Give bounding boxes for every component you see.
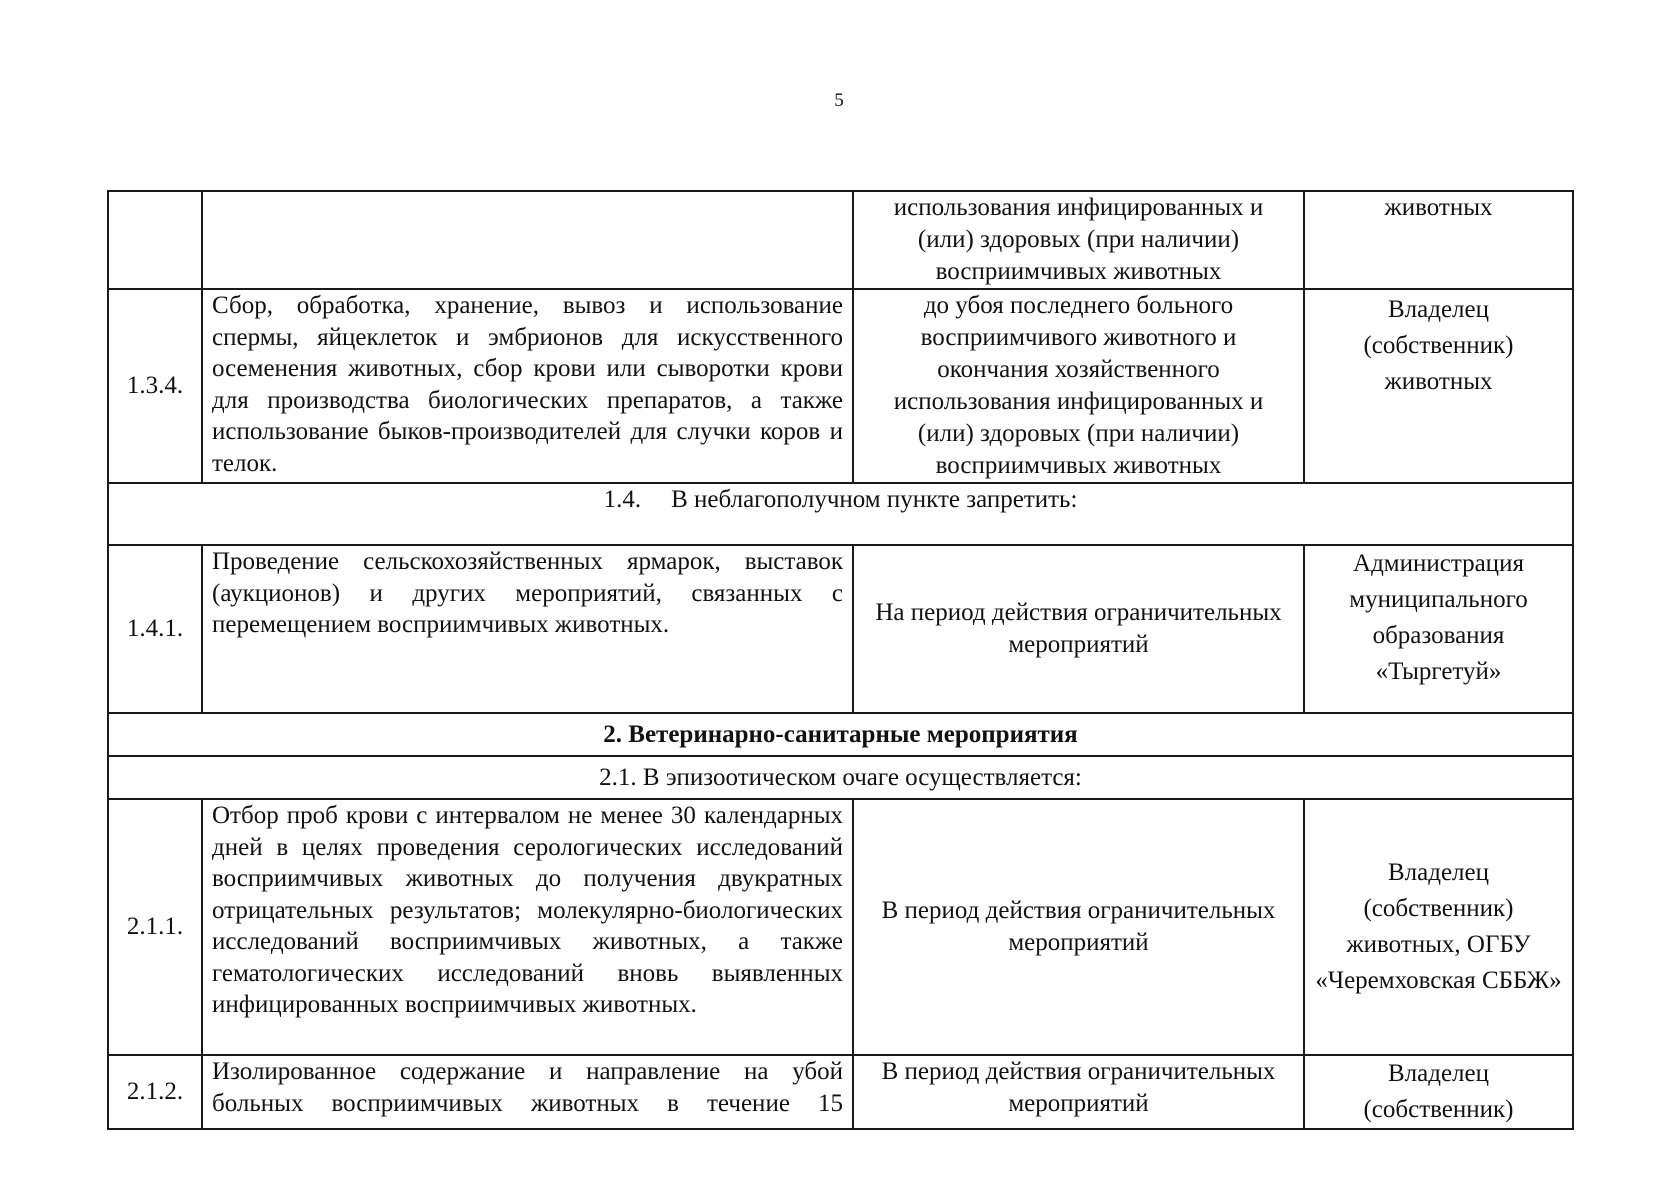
period-text: В период действия ограничительных мероприятий [853, 1055, 1304, 1129]
responsible-text: Владелец (собственник) [1304, 1055, 1573, 1129]
responsible-text: Владелец (собственник) животных, ОГБУ «Черемховская СББЖ» [1304, 799, 1573, 1055]
period-text: На период действия ограничительных мероприятий [853, 545, 1304, 713]
responsible-text: Владелец (собственник) животных [1304, 289, 1573, 483]
measures-table [107, 190, 1574, 1130]
row-number: 1.4.1. [108, 545, 202, 713]
table-row [108, 191, 1573, 289]
table-row [108, 289, 1573, 483]
section-heading-1-4 [108, 483, 1573, 545]
row-number: 2.1.2. [108, 1055, 202, 1129]
section-number: 1.4. [603, 486, 642, 513]
section-title: В неблагополучном пункте запретить: [671, 486, 1078, 513]
period-text: В период действия ограничительных мероприятий [853, 799, 1304, 1055]
section-row [108, 713, 1573, 756]
period-text: до убоя последнего больного восприимчивого животного и окончания хозяйственного использования инфицированных и (или) здоровых (при наличии) восприимчивых животных [853, 289, 1304, 483]
measure-text: Отбор проб крови с интервалом не менее 30 календарных дней в целях проведения серологических исследований восприимчивых животных до получения двукратных отрицательных результатов; молекулярно-биологических исследований восприимчивых животных, а также гематологических исследований вновь выявленных инфицированных восприимчивых животных. [202, 799, 853, 1055]
section-row [108, 756, 1573, 799]
row-number [108, 191, 202, 289]
measure-text: Проведение сельскохозяйственных ярмарок, выставок (аукционов) и других мероприятий, связанных с перемещением восприимчивых животных. [202, 545, 853, 713]
responsible-text: Администрация муниципального образования «Тыргетуй» [1304, 545, 1573, 713]
page-number: 5 [834, 90, 844, 111]
row-number: 1.3.4. [108, 289, 202, 483]
measure-text: Изолированное содержание и направление на убой больных восприимчивых животных в течение 15 [202, 1055, 853, 1129]
table-row [108, 799, 1573, 1055]
responsible-text: животных [1304, 191, 1573, 289]
row-number: 2.1.1. [108, 799, 202, 1055]
section-row [108, 483, 1573, 545]
measure-text [202, 191, 853, 289]
table-row [108, 545, 1573, 713]
section-heading-2-1: 2.1. В эпизоотическом очаге осуществляется: [108, 756, 1573, 799]
table-row [108, 1055, 1573, 1129]
period-text: использования инфицированных и (или) здоровых (при наличии) восприимчивых животных [853, 191, 1304, 289]
section-heading-2: 2. Ветеринарно-санитарные мероприятия [108, 713, 1573, 756]
measure-text: Сбор, обработка, хранение, вывоз и использование спермы, яйцеклеток и эмбрионов для искусственного осеменения животных, сбор крови или сыворотки крови для производства биологических препаратов, а также использование быков-производителей для случки коров и телок. [202, 289, 853, 483]
